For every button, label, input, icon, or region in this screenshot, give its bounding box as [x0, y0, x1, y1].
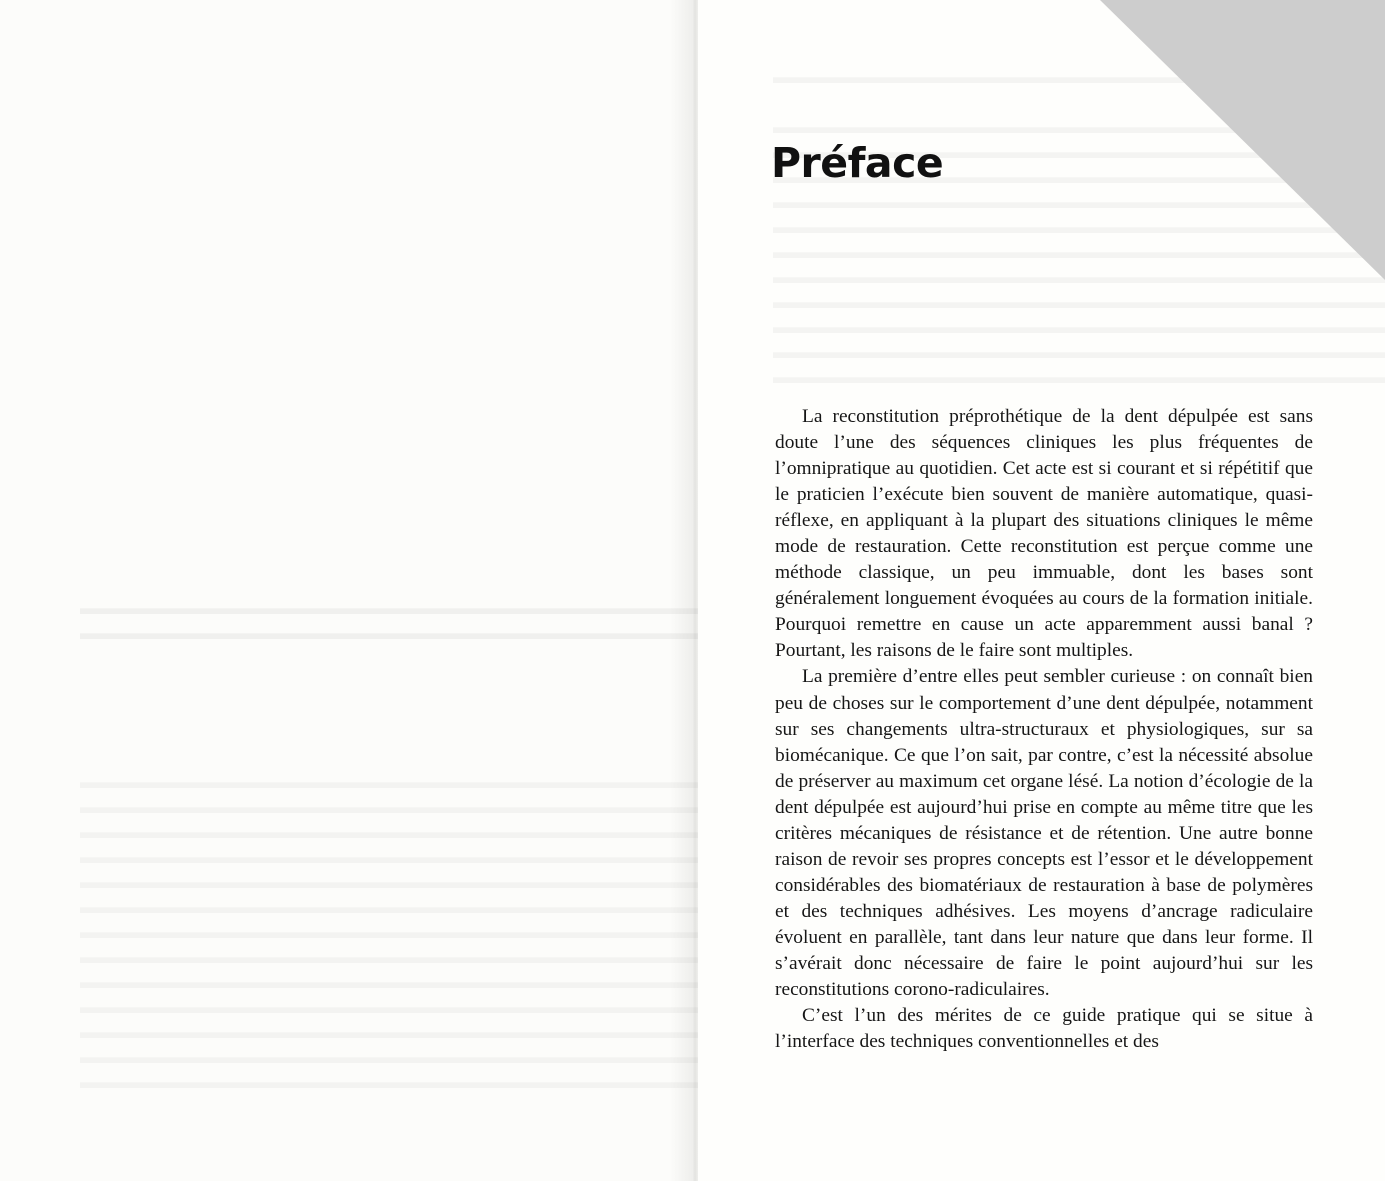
- preface-body: [775, 404, 1313, 1055]
- left-page-blank: [0, 0, 692, 1181]
- paragraph-2: La première d’entre elles peut sembler curieuse : on connaît bien peu de choses sur le comportement d’une dent dépulpée, notamment sur ses changements ultra-structuraux et physiologiques, sur sa biomécanique. Ce que l’on sait, par contre, c’est la nécessité absolue de préserver au maximum cet organe lésé. La notion d’écologie de la dent dépulpée est aujourd’hui prise en compte au même titre que les critères mécaniques de résistance et de rétention. Une autre bonne raison de revoir ses propres concepts est l’essor et le développement considérables des biomatériaux de restauration à base de polymères et des techniques adhésives. Les moyens d’ancrage radiculaire évoluent en parallèle, tant dans leur nature que dans leur forme. Il s’avérait donc nécessaire de faire le point aujourd’hui sur les reconstitutions corono-radiculaires.: [775, 666, 1313, 1001]
- paragraph-3: C’est l’un des mérites de ce guide pratique qui se situe à l’interface des techniques conventionnelles et des: [775, 1005, 1313, 1053]
- paragraph-1: La reconstitution préprothétique de la dent dépulpée est sans doute l’une des séquences cliniques les plus fréquentes de l’omnipratique au quotidien. Cet acte est si courant et si répétitif que le praticien l’exécute bien souvent de manière automatique, quasi-réflexe, en appliquant à la plupart des situations cliniques le même mode de restauration. Cette reconstitution est perçue comme une méthode classique, un peu immuable, dont les bases sont généralement longuement évoquées au cours de la formation initiale. Pourquoi remettre en cause un acte apparemment aussi banal ? Pourtant, les raisons de le faire sont multiples.: [775, 406, 1313, 662]
- page-title: Préface: [771, 139, 944, 187]
- folded-corner: [1100, 0, 1385, 280]
